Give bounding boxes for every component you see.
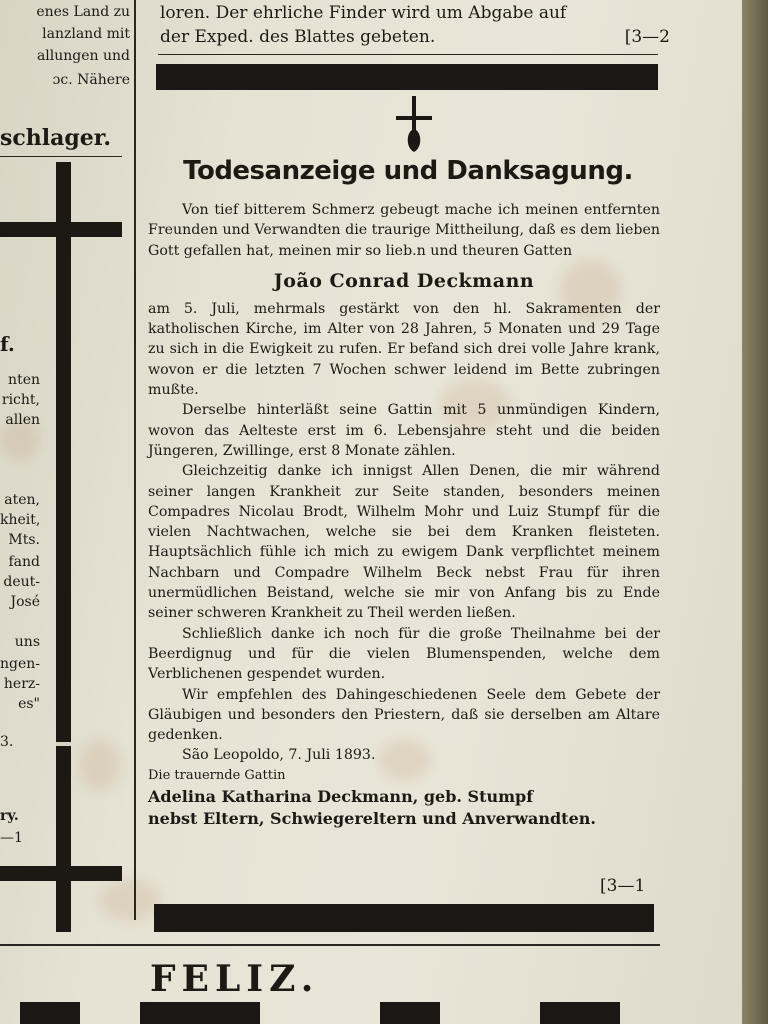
cross-icon [394, 94, 434, 154]
left-fragment: José [10, 594, 40, 610]
signoff-name: Adelina Katharina Deckmann, geb. Stumpf [148, 787, 534, 807]
left-header-fragment: schlager. [0, 125, 111, 151]
deceased-name: João Conrad Deckmann [273, 269, 535, 292]
frame-post [56, 162, 71, 932]
cut-off-lettering [140, 1002, 260, 1024]
cut-off-lettering [380, 1002, 440, 1024]
banner-title: FELIZ. [150, 958, 320, 1000]
left-fragment: ɔc. Nähere [52, 72, 130, 88]
top-notice-line [160, 26, 670, 48]
left-fragment: allungen und [36, 48, 130, 64]
left-fragment: allen [5, 412, 40, 428]
mourning-bar-bottom [154, 904, 654, 932]
signoff-relatives: nebst Eltern, Schwiegereltern und Anverwandten. [148, 809, 596, 829]
notice-paragraph: Wir empfehlen des Dahingeschiedenen Seele dem Gebete der Gläubigen und besonders den Priestern, daß sie derselben am Altare gedenken. [148, 686, 660, 744]
notice-intro: Von tief bitterem Schmerz gebeugt mache ich meinen entfernten Freunden und Verwandten die traurige Mittheilung, daß es dem lieben Gott gefallen hat, meinen mir so lieb.n und theuren Gatten [148, 202, 660, 259]
left-fragment: lanzland mit [42, 26, 130, 42]
top-notice-line-text: der Exped. des Blattes gebeten. [160, 27, 436, 47]
left-fragment: ry. [0, 808, 19, 824]
notice-heading: Todesanzeige und Danksagung. [183, 156, 633, 186]
left-fragment: kheit, [0, 512, 40, 528]
left-fragment: richt, [1, 392, 40, 408]
notice-paragraph: Derselbe hinterläßt seine Gattin mit 5 unmündigen Kindern, wovon das Aelteste erst im 6. Lebensjahre steht und die beiden Jüngeren, Zwillinge, erst 8 Monate zählen. [148, 402, 660, 459]
left-column [0, 0, 132, 1024]
left-fragment: —1 [0, 830, 23, 846]
left-fragment: Mts. [8, 532, 40, 548]
notice-body [148, 200, 660, 830]
cut-off-lettering [20, 1002, 80, 1024]
page-edge [742, 0, 768, 1024]
column-divider [134, 0, 136, 920]
notice-paragraph: Gleichzeitig danke ich innigst Allen Denen, die mir während seiner langen Krankheit zur Seite standen, besonders meinen Compadres Nicolau Brodt, Wilhelm Mohr und Luiz Stumpf für die vielen Nachtwachen, welche sie bei dem Kranken fleisteten. Hauptsächlich fühle ich mich zu ewigem Dank verpflichtet meinem Nachbarn und Compadre Wilhelm Beck nebst Frau für ihren unermüdlichen Beistand, welche sie mir von Anfang bis zu Ende seiner schweren Krankheit zu Theil werden ließen. [148, 463, 660, 622]
left-fragment: deut- [3, 574, 40, 590]
left-fragment: fand [8, 554, 40, 570]
cut-off-lettering [540, 1002, 620, 1024]
notice-ref: [3—1 [600, 876, 646, 896]
notice-paragraph: am 5. Juli, mehrmals gestärkt von den hl. Sakramenten der katholischen Kirche, im Alter von 28 Jahren, 5 Monaten und 29 Tage zu sich in die Ewigkeit zu rufen. Er befand sich drei volle Jahre krank, wovon er die letzten 7 Wochen schwer leidend im Bette zubringen mußte. [148, 300, 660, 399]
left-fragment: f. [0, 334, 15, 354]
left-fragment: uns [14, 634, 40, 650]
left-fragment: ngen- [0, 656, 40, 672]
left-fragment: es" [18, 696, 40, 712]
left-fragment: nten [8, 372, 40, 388]
frame-crossbar [0, 866, 122, 881]
section-rule [0, 944, 660, 946]
mourning-bar-top [156, 64, 658, 90]
left-fragment: aten, [4, 492, 40, 508]
left-fragment: enes Land zu [36, 4, 130, 20]
left-fragment: 3. [0, 734, 14, 750]
notice-dateline: São Leopoldo, 7. Juli 1893. [182, 747, 376, 764]
signoff-label: Die trauernde Gattin [148, 767, 286, 783]
top-notice-ref: [3—2 [624, 27, 670, 47]
left-fragment: herz- [3, 676, 40, 692]
top-notice-line: loren. Der ehrliche Finder wird um Abgabe auf [160, 3, 567, 23]
notice-paragraph: Schließlich danke ich noch für die große Theilnahme bei der Beerdignug und für die vielen Blumenspenden, welche dem Verblichenen gespendet wurden. [148, 625, 660, 683]
